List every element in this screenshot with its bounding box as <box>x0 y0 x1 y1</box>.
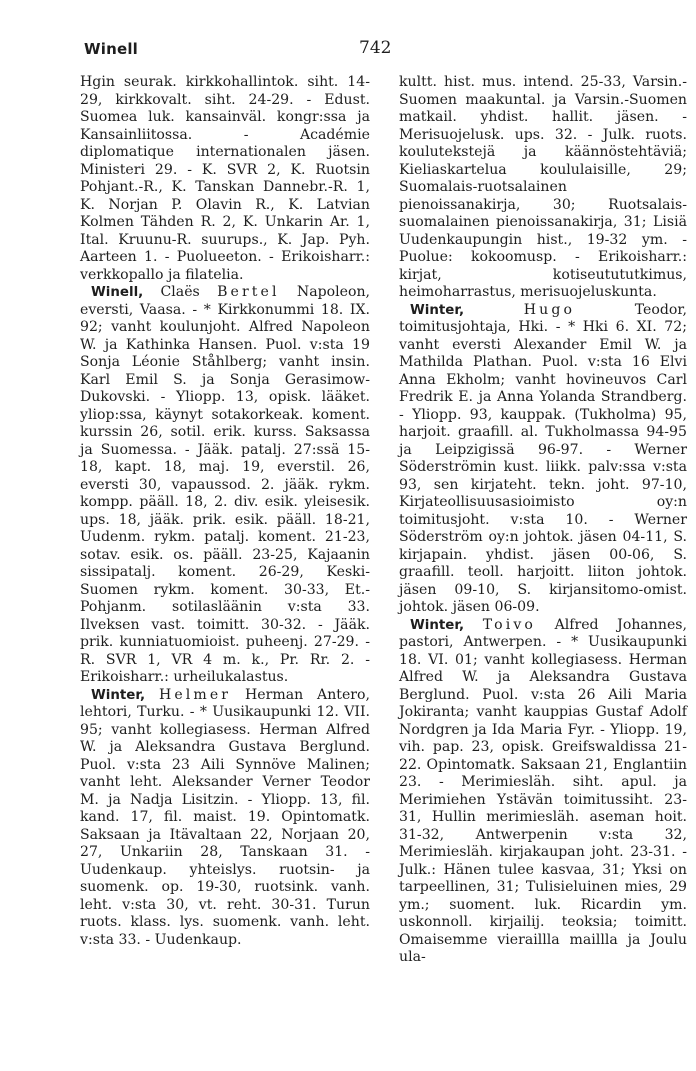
right-column <box>399 74 687 967</box>
running-head: Winell <box>84 40 139 58</box>
entry-text: lehtori, Turku. - * Uusikaupunki 12. VII. 95; vanht kollegiasess. Herman Alfred W. ja Aleksandra Gustava Berglund. Puol. v:sta 23 Aili Synnöve Malinen; vanht leht. Aleksander Verner Teodor M. ja Nadja Lisitzin. - Yliopp. 13, fil. kand. 17, fil. maist. 19. Opintomatk. Saksaan ja Itävaltaan 22, Norjaan 20, 27, Unkariin 28, Tanskaan 31. - Uudenkaup. yhteislys. ruotsin- ja suomenk. op. 19-30, ruotsink. vanh. leht. v:sta 30, vt. reht. 30-31. Turun ruots. klass. lys. suomenk. vanh. leht. v:sta 33. - Uudenkaup. <box>80 704 370 948</box>
entry-surname: Winter, <box>410 302 465 318</box>
entry-surname: Winter, <box>410 617 465 633</box>
entry-winter-toivo <box>399 617 687 967</box>
entry-call-name: Toivo <box>482 616 536 633</box>
left-column <box>80 74 370 949</box>
entry-other-names: Herman Antero, <box>244 686 370 703</box>
entry-call-name: Hugo <box>523 301 576 318</box>
entry-surname: Winell, <box>91 285 144 300</box>
entry-winter-hugo <box>399 302 687 617</box>
entry-other-names: Teodor, <box>634 301 688 318</box>
entry-winter-helmer <box>80 687 370 950</box>
entry-text: eversti, Vaasa. - * Kirkkonummi 18. IX. 92; vanht koulunjoht. Alfred Napoleon W. ja Kathinka Hansen. Puol. v:sta 19 Sonja Léonie Ståhlberg; vanht insin. Karl Emil S. ja Sonja Gerasimow-Dukovski. - Yliopp. 13, opisk. lääket. yliop:ssa, käynyt sotakorkeak. koment. kurssin 26, sotil. erik. kurss. Saksassa ja Suomessa. - Jääk. patalj. 27:ssä 15-18, kapt. 18, maj. 19, everstil. 26, eversti 30, vapaussod. 2. jääk. rykm. kompp. pääll. 18, 2. div. esik. yleisesik. ups. 18, jääk. prik. esik. pääll. 18-21, Uudenm. rykm. patalj. koment. 21-23, sotav. esik. os. pääll. 23-25, Kajaanin sissipatalj. koment. 26-29, Keski-Suomen rykm. koment. 30-33, Et.-Pohjanm. sotilasläänin v:sta 33. Ilveksen vast. toimitt. 30-32. - Jääk. prik. kunniatuomioist. puheenj. 27-29. - R. SVR 1, VR 4 m. k., Pr. Rr. 2. - Erikoisharr.: urheilukalastus. <box>80 301 370 685</box>
entry-surname: Winter, <box>91 687 146 703</box>
entry-text: toimitusjohtaja, Hki. - * Hki 6. XI. 72; vanht eversti Alexander Emil W. ja Mathilda Plathan. Puol. v:sta 16 Elvi Anna Ekholm; vanht hovineuvos Carl Fredrik E. ja Anna Yolanda Strandberg. - Yliopp. 93, kauppak. (Tukholma) 95, harjoit. graafill. al. Tukholmassa 94-95 ja Leipzigissä 96-97. - Werner Söderströmin kust. liikk. palv:ssa v:sta 93, sen kirjateht. tekn. joht. 97-10, Kirjateollisuusasioimisto oy:n toimitusjoht. v:sta 10. - Werner Söderström oy:n johtok. jäsen 04-11, S. kirjapain. yhdist. jäsen 00-06, S. graafill. teoll. harjoitt. liiton johtok. jäsen 09-10, S. kirjansitomo-omist. johtok. jäsen 06-09. <box>399 319 687 615</box>
entry-call-name: Helmer <box>158 686 232 703</box>
entry-given-name: Claës <box>160 284 200 300</box>
continued-entry-text: kultt. hist. mus. intend. 25-33, Varsin.-Suomen maakuntal. ja Varsin.-Suomen matkail. yhdist. hallit. jäsen. - Merisuojelusk. ups. 32. - Julk. ruots. koulutekstejä ja käännöstehtäviä; Kieliaskartelua koululaisille, 29; Suomalais-ruotsalainen pienoissanakirja, 30; Ruotsalais-suomalainen pienoissanakirja, 31; Lisiä Uudenkaupungin hist., 19-32 ym. - Puolue: kokoomusp. - Erikoisharr.: kirjat, kotiseutututkimus, heimoharrastus, merisuojeluskunta. <box>399 74 687 300</box>
continued-entry-text: Hgin seurak. kirkkohallintok. siht. 14-29, kirkkovalt. siht. 24-29. - Edust. Suomea luk. kansainväl. kongr:ssa ja Kansainliitossa. - Académie diplomatique internationalen jäsen. Ministeri 29. - K. SVR 2, K. Ruotsin Pohjant.-R., K. Tanskan Dannebr.-R. 1, K. Norjan P. Olavin R., K. Latvian Kolmen Tähden R. 2, K. Unkarin Ar. 1, Ital. Kruunu-R. suurups., K. Jap. Pyh. Aarteen 1. - Puolueeton. - Erikoisharr.: verkkopallo ja filatelia. <box>80 74 370 283</box>
page-header <box>0 38 696 68</box>
page-number: 742 <box>359 38 392 58</box>
entry-call-name: Bertel <box>217 284 280 300</box>
entry-other-names: Napoleon, <box>296 284 371 300</box>
entry-winell-claes-bertel <box>80 284 370 687</box>
entry-text: pastori, Antwerpen. - * Uusikaupunki 18. VI. 01; vanht kollegiasess. Herman Alfred W. ja Aleksandra Gustava Berglund. Puol. v:sta 26 Aili Maria Jokiranta; vanht kauppias Gustaf Adolf Nordgren ja Ida Maria Fyr. - Yliopp. 19, vih. pap. 23, opisk. Greifswaldissa 21-22. Opintomatk. Saksaan 21, Englantiin 23. - Merimiesläh. siht. apul. ja Merimiehen Ystävän toimitussiht. 23-31, Hullin merimiesläh. aseman hoit. 31-32, Antwerpenin v:sta 32, Merimiesläh. kirjakaupan joht. 23-31. - Julk.: Hänen tulee kasvaa, 31; Yksi on tarpeellinen, 31; Tulisieluinen mies, 29 ym.; suoment. luk. Ricardin ym. uskonnoll. kirjailij. teoksia; toimitt. Omaisemme vieraillla maillla ja Joulu ula- <box>399 634 687 965</box>
entry-other-names: Alfred Johannes, <box>554 616 688 633</box>
